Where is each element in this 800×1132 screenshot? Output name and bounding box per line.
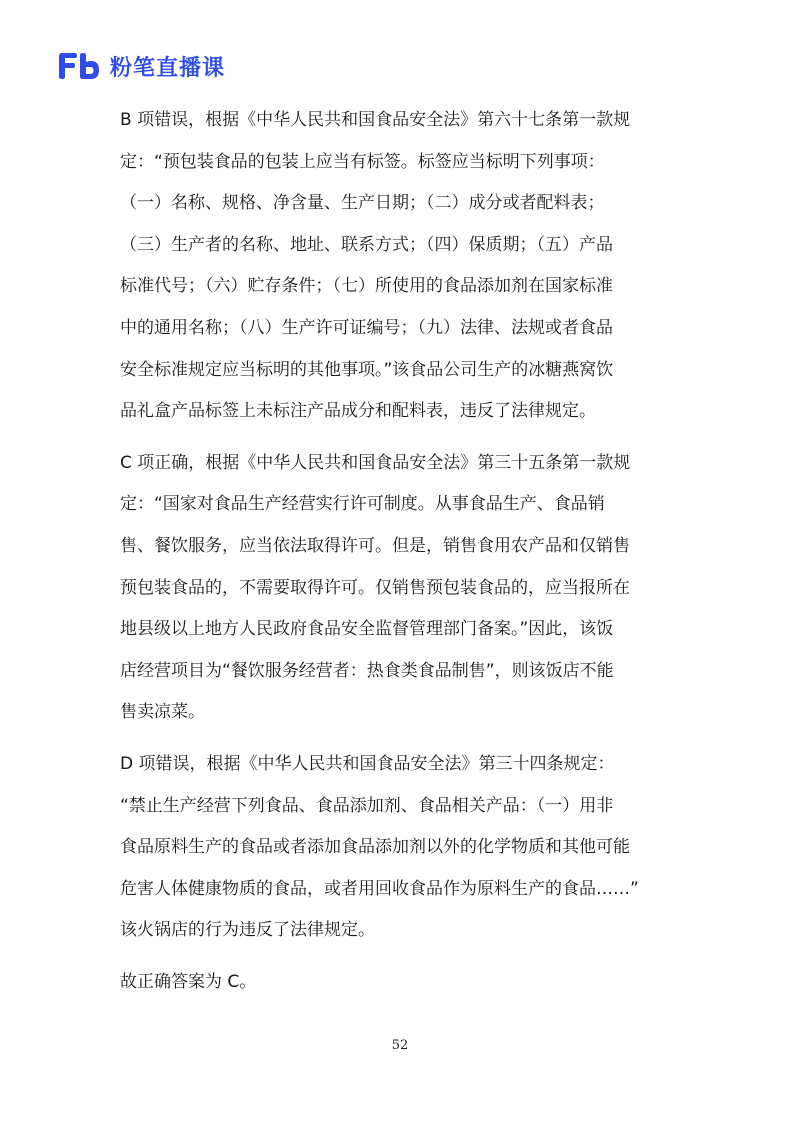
text-line: C 项正确，根据《中华人民共和国食品安全法》第三十五条第一款规	[120, 452, 631, 473]
paragraph-option-d	[120, 744, 682, 952]
text-line: 危害人体健康物质的食品，或者用回收食品作为原料生产的食品……”	[120, 878, 639, 899]
text-line: 售、餐饮服务，应当依法取得许可。但是，销售食用农产品和仅销售	[120, 535, 630, 556]
text-line: 定：“国家对食品生产经营实行许可制度。从事食品生产、食品销	[120, 494, 605, 515]
text-line: （一）名称、规格、净含量、生产日期；（二）成分或者配料表；	[120, 193, 605, 214]
text-line: 预包装食品的，不需要取得许可。仅销售预包装食品的，应当报所在	[120, 577, 630, 598]
text-line: 中的通用名称；（八）生产许可证编号；（九）法律、法规或者食品	[120, 317, 613, 338]
fb-logo-icon	[56, 51, 102, 81]
text-line: 店经营项目为“餐饮服务经营者：热食类食品制售”，则该饭店不能	[120, 660, 614, 681]
page-number: 52	[391, 1038, 409, 1053]
text-line: （三）生产者的名称、地址、联系方式；（四）保质期；（五）产品	[120, 234, 613, 255]
text-line: 安全标准规定应当标明的其他事项。”该食品公司生产的冰糖燕窝饮	[120, 359, 614, 380]
brand-header	[56, 50, 225, 82]
text-line: 食品原料生产的食品或者添加食品添加剂以外的化学物质和其他可能	[120, 837, 630, 858]
brand-name: 粉笔直播课	[110, 55, 226, 81]
text-line: 售卖凉菜。	[120, 702, 205, 723]
paragraph-answer	[120, 962, 682, 1004]
text-line: 该火锅店的行为违反了法律规定。	[120, 920, 375, 941]
paragraph-option-c	[120, 443, 682, 734]
text-line: B 项错误，根据《中华人民共和国食品安全法》第六十七条第一款规	[120, 110, 631, 130]
text-line: 故正确答案为 C。	[120, 971, 257, 992]
text-line: 定：“预包装食品的包装上应当有标签。标签应当标明下列事项：	[120, 151, 605, 172]
text-line: “禁止生产经营下列食品、食品添加剂、食品相关产品：（一）用非	[120, 795, 614, 816]
text-line: 品礼盒产品标签上未标注产品成分和配料表，违反了法律规定。	[120, 401, 596, 422]
text-line: 地县级以上地方人民政府食品安全监督管理部门备案。”因此，该饭	[120, 619, 614, 640]
text-line: 标准代号；（六）贮存条件；（七）所使用的食品添加剂在国家标准	[120, 276, 613, 297]
document-body	[120, 100, 682, 1003]
paragraph-option-b	[120, 100, 682, 433]
text-line: D 项错误，根据《中华人民共和国食品安全法》第三十四条规定：	[120, 753, 615, 774]
